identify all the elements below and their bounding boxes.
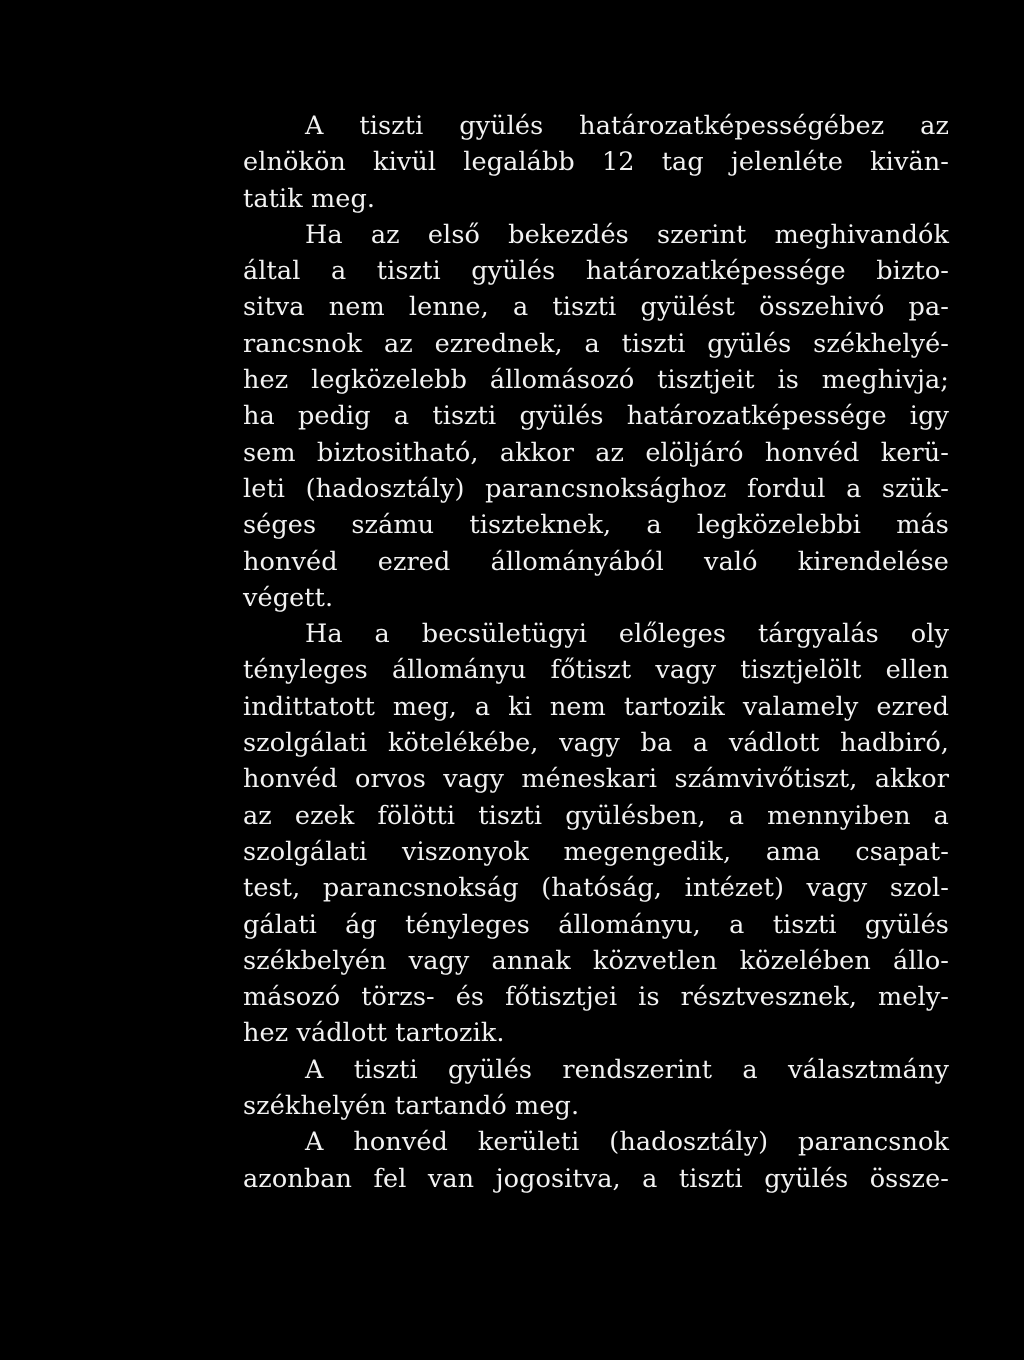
text-line: sitva nem lenne, a tiszti gyülést összehivó pa- xyxy=(243,292,949,323)
text-line: által a tiszti gyülés határozatképessége bizto- xyxy=(243,256,949,287)
text-line: elnökön kivül legalább 12 tag jelenléte kivän- xyxy=(243,147,949,178)
text-line: séges számu tiszteknek, a legközelebbi más xyxy=(243,510,949,541)
text-line: szolgálati viszonyok megengedik, ama csapat- xyxy=(243,836,949,867)
text-line: A honvéd kerületi (hadosztály) parancsnok xyxy=(305,1127,949,1158)
body-text xyxy=(243,108,949,1197)
text-line: sem biztositható, akkor az elöljáró honvéd kerü- xyxy=(243,437,949,468)
text-line: hez legközelebb állomásozó tisztjeit is meghivja; xyxy=(243,365,949,396)
text-line: székbelyén vagy annak közvetlen közelében állo- xyxy=(243,945,949,976)
text-line: végett. xyxy=(243,582,334,613)
paragraph-5 xyxy=(243,1124,949,1197)
text-line: másozó törzs- és főtisztjei is résztvesznek, mely- xyxy=(243,982,949,1013)
text-line: leti (hadosztály) parancsnoksághoz fordul a szük- xyxy=(243,473,949,504)
paragraph-2 xyxy=(243,217,949,616)
text-line: honvéd ezred állományából való kirendelése xyxy=(243,546,949,577)
paragraph-4 xyxy=(243,1052,949,1125)
text-line: gálati ág tényleges állományu, a tiszti gyülés xyxy=(243,909,949,940)
text-line: szolgálati kötelékébe, vagy ba a vádlott hadbiró, xyxy=(243,728,949,759)
paragraph-1 xyxy=(243,108,949,217)
text-line: test, parancsnokság (hatóság, intézet) vagy szol- xyxy=(243,873,949,904)
text-line: A tiszti gyülés határozatképességébez az xyxy=(305,111,949,141)
text-line: tényleges állományu főtiszt vagy tisztjelölt ellen xyxy=(243,655,949,686)
text-line: székhelyén tartandó meg. xyxy=(243,1091,580,1122)
text-line: indittatott meg, a ki nem tartozik valamely ezred xyxy=(243,691,949,722)
text-line: A tiszti gyülés rendszerint a választmány xyxy=(305,1054,949,1085)
text-line: Ha az első bekezdés szerint meghivandók xyxy=(305,219,949,250)
text-line: azonban fel van jogositva, a tiszti gyülés össze- xyxy=(243,1163,949,1194)
text-line: Ha a becsületügyi előleges tárgyalás oly xyxy=(305,619,949,650)
text-line: az ezek fölötti tiszti gyülésben, a mennyiben a xyxy=(243,800,949,831)
paragraph-3 xyxy=(243,616,949,1052)
text-line: hez vádlott tartozik. xyxy=(243,1018,505,1049)
text-line: ha pedig a tiszti gyülés határozatképessége igy xyxy=(243,401,949,432)
text-line: tatik meg. xyxy=(243,183,376,214)
text-line: honvéd orvos vagy méneskari számvivőtiszt, akkor xyxy=(243,764,949,795)
text-line: rancsnok az ezrednek, a tiszti gyülés székhelyé- xyxy=(243,328,949,359)
